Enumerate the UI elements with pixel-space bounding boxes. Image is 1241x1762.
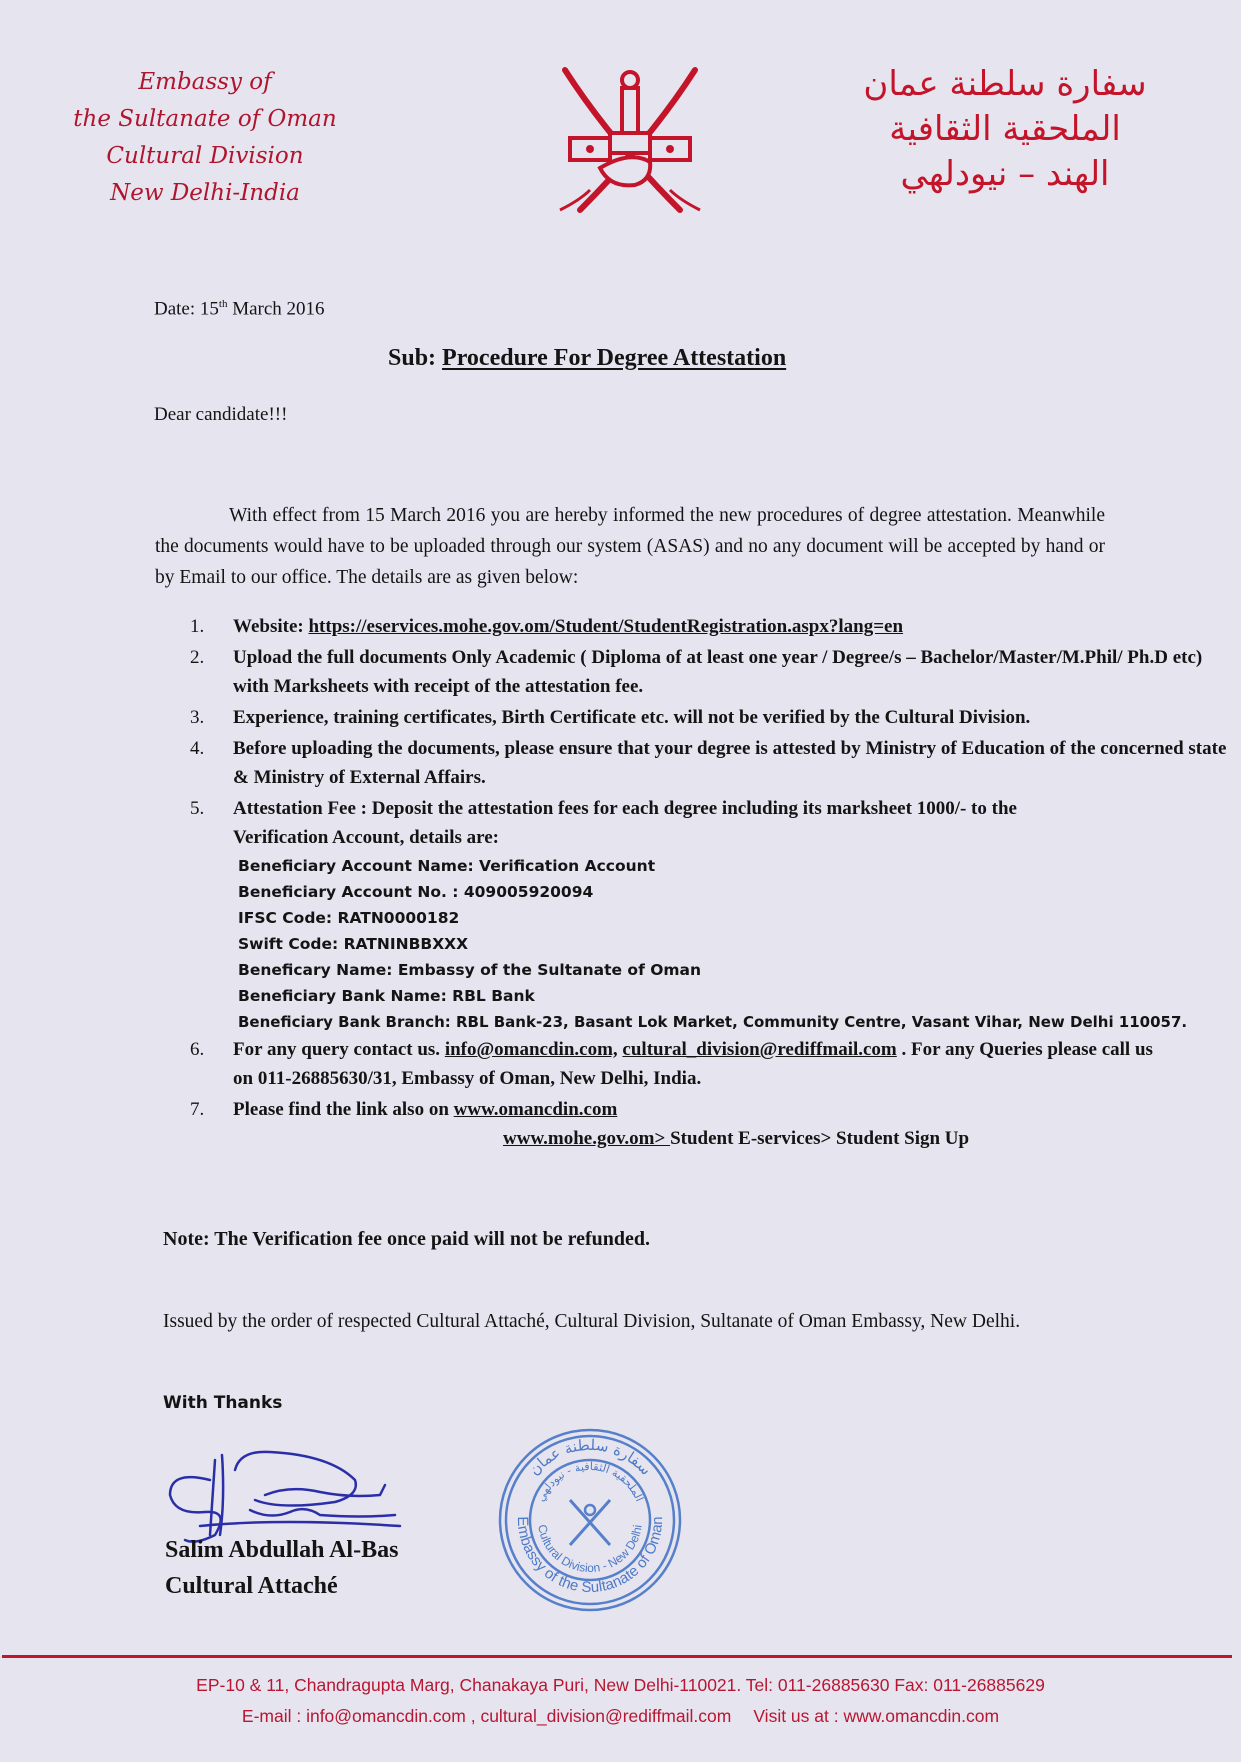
item-text: For any query contact us.	[233, 1039, 445, 1060]
letterhead-arabic-line: الملحقية الثقافية	[889, 109, 1121, 149]
letterhead-line: New Delhi-India	[110, 180, 300, 206]
procedure-list	[190, 612, 1230, 1153]
mohe-link[interactable]: www.mohe.gov.om>	[503, 1128, 671, 1149]
bank-details	[233, 853, 1230, 1035]
signer-name: Salim Abdullah Al-Bas	[165, 1537, 399, 1563]
letter-date	[154, 298, 325, 320]
list-item	[190, 734, 1230, 792]
bank-detail-line: Beneficary Name: Embassy of the Sultanate of Oman	[238, 961, 702, 979]
item-number: 7.	[190, 1099, 205, 1120]
letterhead-english	[60, 64, 350, 212]
list-item	[190, 643, 1230, 701]
subject-title: Procedure For Degree Attestation	[442, 345, 787, 371]
letterhead-line: Cultural Division	[106, 143, 304, 169]
closing: With Thanks	[163, 1393, 283, 1413]
letterhead-line: Embassy of	[138, 69, 272, 95]
footer-address: EP-10 & 11, Chandragupta Marg, Chanakaya Puri, New Delhi-110021. Tel: 011-26885630 Fax: 011-26885629	[196, 1675, 1045, 1695]
footer-contact	[0, 1701, 1241, 1732]
registration-link[interactable]: https://eservices.mohe.gov.om/Student/StudentRegistration.aspx?lang=en	[308, 616, 904, 637]
oman-emblem-icon	[540, 50, 720, 230]
item-number: 1.	[190, 616, 205, 637]
greeting: Dear candidate!!!	[154, 404, 288, 425]
item-number: 2.	[190, 647, 205, 668]
mohe-path	[233, 1124, 1230, 1153]
date-month-year: March 2016	[227, 298, 325, 320]
item-text: Upload the full documents Only Academic ( Diploma of at least one year / Degree/s – Bachelor/Master/M.Phil/ Ph.D etc) with Marksheets with receipt of the attestation fee.	[233, 647, 1203, 697]
intro-paragraph: With effect from 15 March 2016 you are hereby informed the new procedures of degree attestation. Meanwhile the documents would have to be uploaded through our system (ASAS) and no any document will be accepted by hand or by Email to our office. The details are as given below:	[155, 505, 1105, 588]
item-text: Please find the link also on	[233, 1099, 454, 1120]
signer-title: Cultural Attaché	[165, 1573, 338, 1599]
bank-detail-line: Beneficiary Bank Branch: RBL Bank-23, Basant Lok Market, Community Centre, Vasant Vihar, New Delhi 110057.	[238, 1013, 1188, 1031]
footer-website: Visit us at : www.omancdin.com	[753, 1706, 1000, 1726]
item-number: 4.	[190, 738, 205, 759]
date-ordinal: th	[218, 298, 228, 310]
letterhead-line: the Sultanate of Oman	[73, 106, 337, 132]
stamp-arabic-inner: الملحقية الثقافية - نيودلهي	[534, 1459, 647, 1504]
letterhead-arabic-line: سفارة سلطنة عمان	[863, 64, 1147, 104]
item-text: Before uploading the documents, please ensure that your degree is attested by Ministry of Education of the concerned state & Ministry of External Affairs.	[233, 738, 1227, 788]
item-label: Website:	[233, 616, 309, 637]
item-text: Student E-services> Student Sign Up	[670, 1128, 970, 1149]
omancdin-link[interactable]: www.omancdin.com	[453, 1099, 618, 1120]
subject-line	[388, 345, 786, 372]
item-number: 6.	[190, 1039, 205, 1060]
item-text: . For any Queries please call us on 011-26885630/31, Embassy of Oman, New Delhi, India.	[233, 1039, 1153, 1089]
bank-detail-line: IFSC Code: RATN0000182	[238, 909, 460, 927]
list-item	[190, 1035, 1153, 1093]
item-text: Attestation Fee : Deposit the attestation fees for each degree including its marksheet 1000/- to the Verification Account, details are:	[233, 798, 1017, 848]
email-link-cultural-division[interactable]: cultural_division@rediffmail.com	[622, 1039, 897, 1060]
refund-note: Note: The Verification fee once paid will not be refunded.	[163, 1228, 651, 1250]
letterhead-arabic	[820, 62, 1190, 197]
embassy-stamp-icon	[490, 1420, 690, 1620]
list-item	[190, 612, 1230, 641]
item-number: 3.	[190, 707, 205, 728]
stamp-inner-text: Cultural Division - New Delhi	[535, 1523, 645, 1576]
list-item	[190, 794, 1230, 1035]
date-day: Date: 15	[154, 298, 219, 320]
letterhead-arabic-line: الهند – نيودلهي	[900, 154, 1110, 194]
issued-by: Issued by the order of respected Cultural Attaché, Cultural Division, Sultanate of Oman Embassy, New Delhi.	[163, 1311, 1021, 1332]
email-link-info[interactable]: info@omancdin.com,	[444, 1039, 618, 1060]
bank-detail-line: Beneficiary Account No. : 409005920094	[238, 883, 594, 901]
list-item	[190, 1095, 1230, 1153]
bank-detail-line: Beneficiary Bank Name: RBL Bank	[238, 987, 535, 1005]
list-item	[190, 703, 1230, 732]
footer-emails: E-mail : info@omancdin.com , cultural_division@rediffmail.com	[241, 1706, 732, 1726]
stamp-arabic-outer: سفارة سلطنة عمان	[525, 1435, 655, 1479]
bank-detail-line: Beneficiary Account Name: Verification Account	[238, 857, 656, 875]
bank-detail-line: Swift Code: RATNINBBXXX	[238, 935, 469, 953]
footer	[0, 1670, 1241, 1732]
item-text: Experience, training certificates, Birth Certificate etc. will not be verified by the Cultural Division.	[233, 707, 1031, 728]
item-number: 5.	[190, 798, 205, 819]
signer-block	[165, 1532, 398, 1604]
subject-prefix: Sub:	[388, 345, 437, 371]
footer-divider	[2, 1655, 1232, 1658]
stamp-outer-text: Embassy of the Sultanate of Oman	[513, 1516, 667, 1597]
